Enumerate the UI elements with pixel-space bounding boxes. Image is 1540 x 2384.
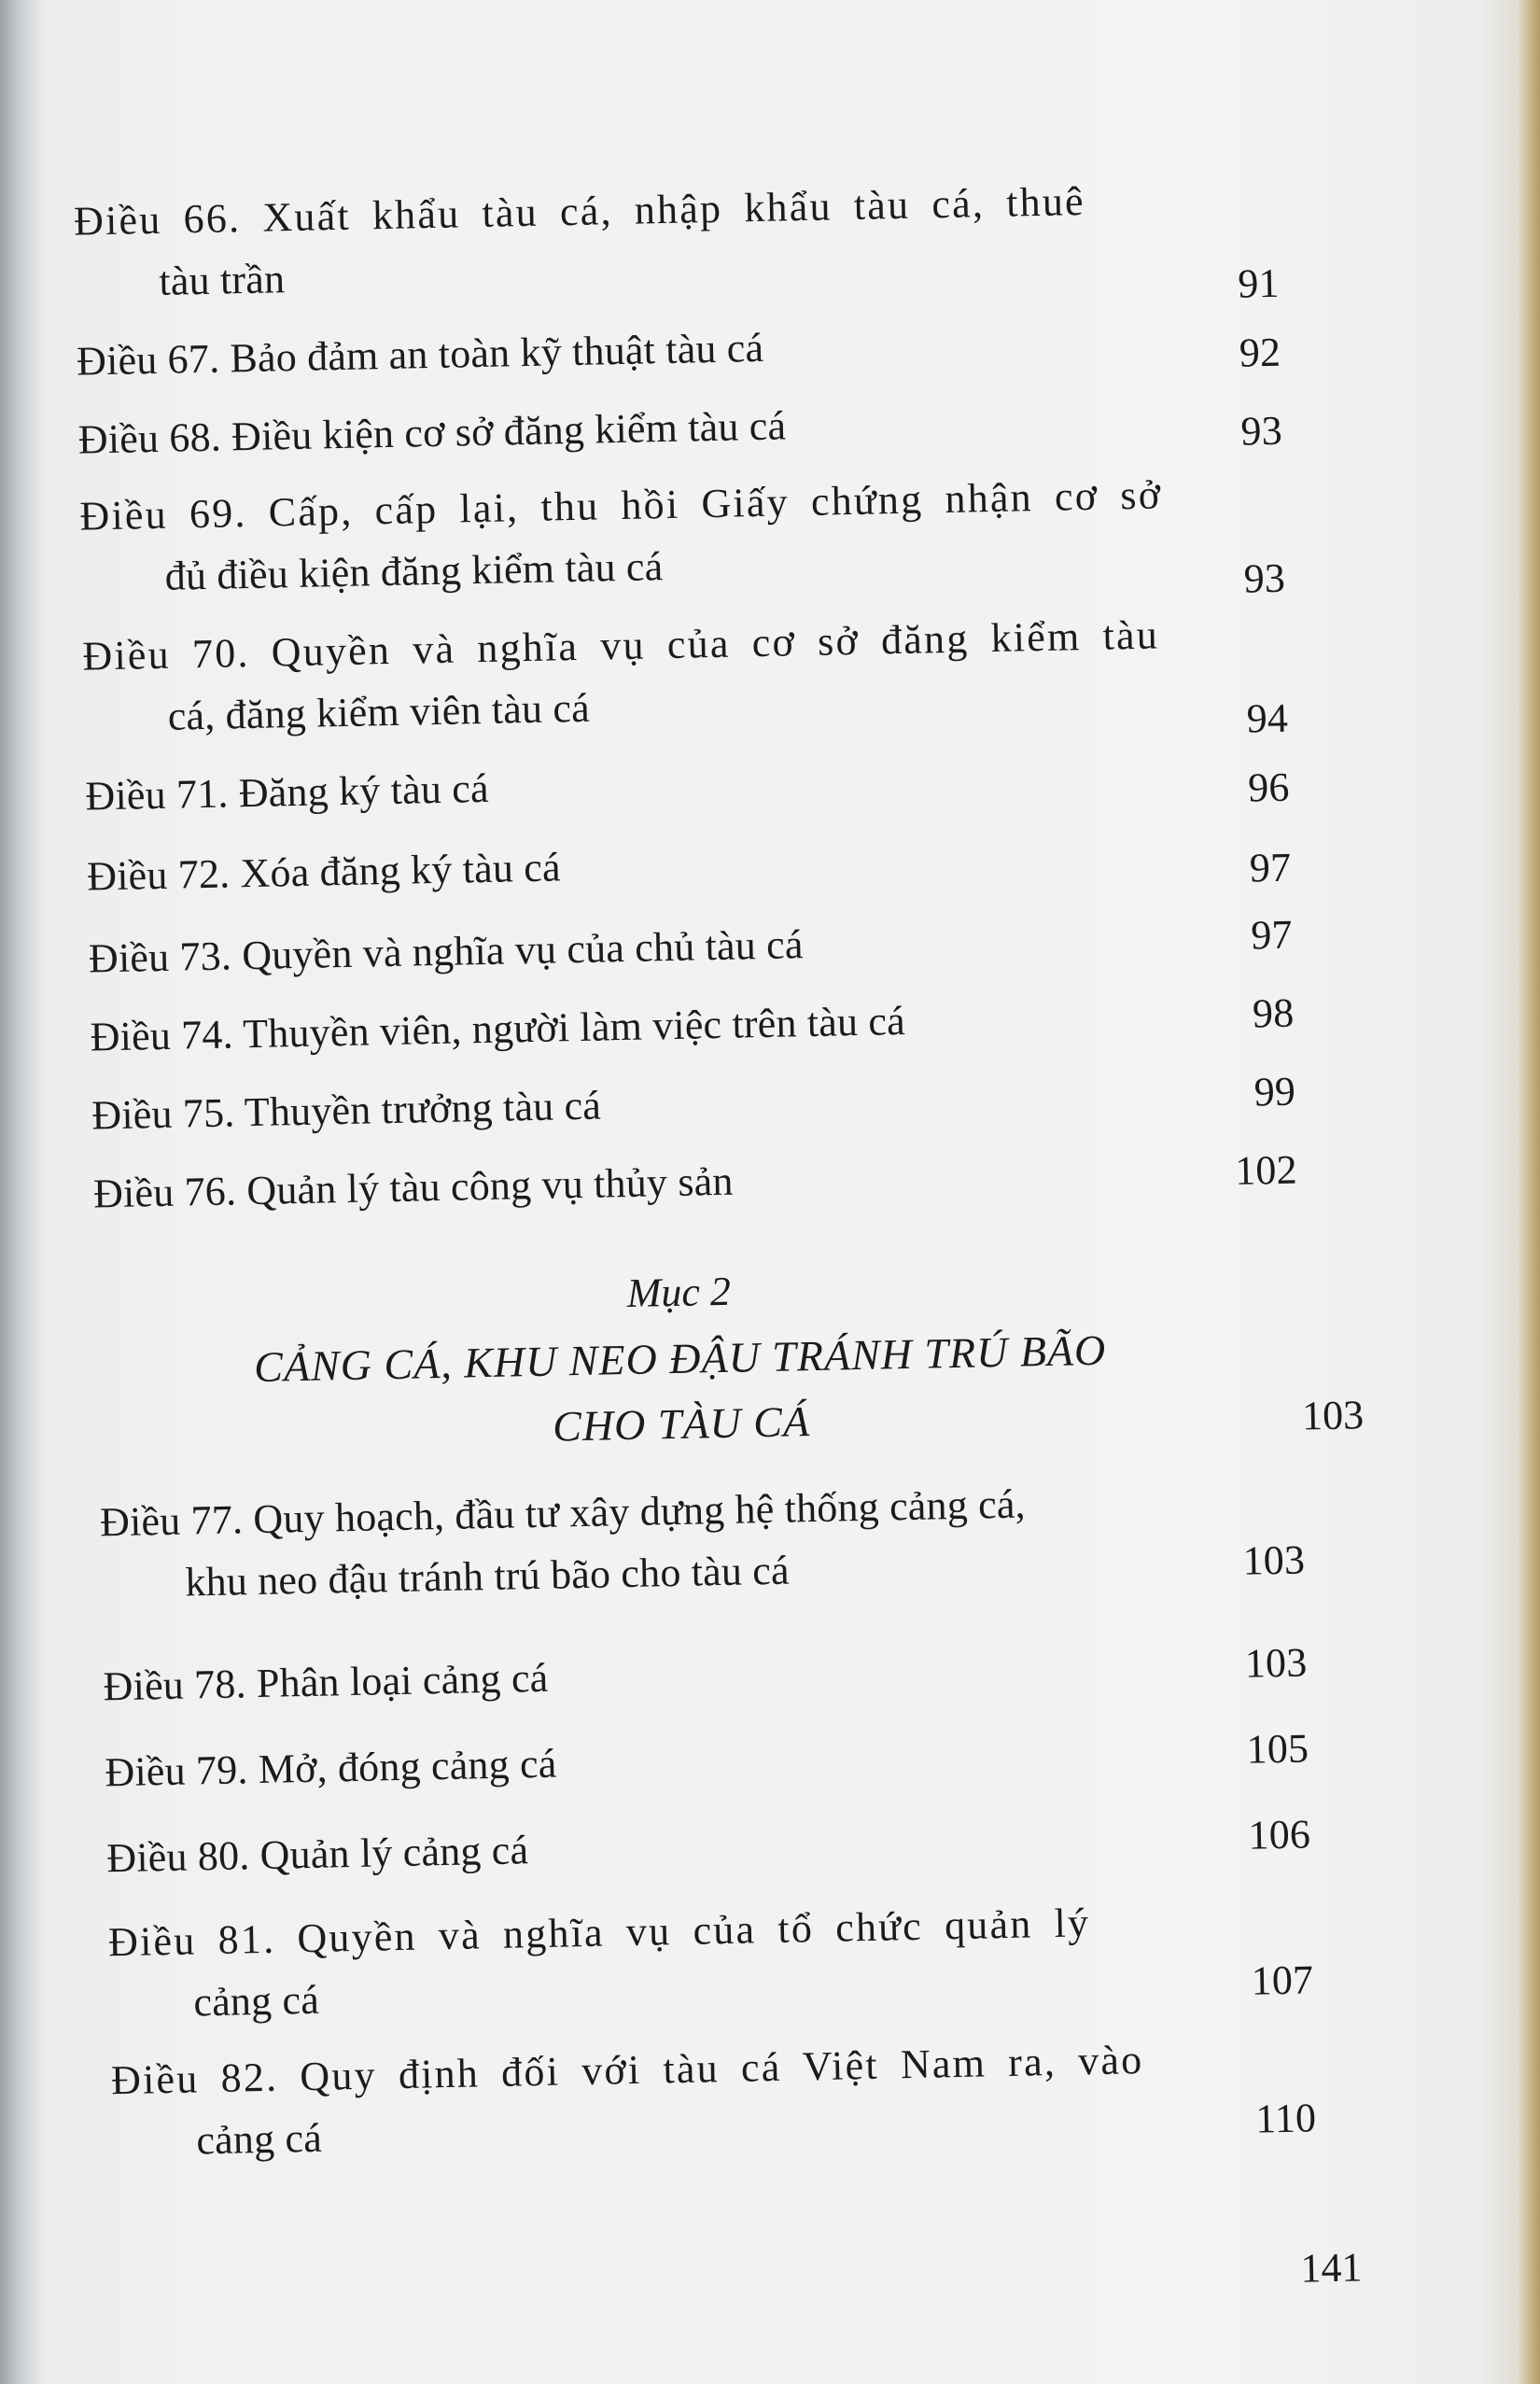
toc-entry-title: Điều 72. Xóa đăng ký tàu cá [86, 844, 562, 900]
toc-entry-67 [76, 307, 1281, 393]
toc-entry-78 [103, 1632, 1308, 1718]
toc-entry-82 [110, 2026, 1316, 2173]
toc-entry-70 [82, 602, 1288, 750]
toc-entry-page: 97 [1249, 844, 1292, 891]
section-label: Mục 2 [626, 1268, 732, 1316]
toc-entry-title-continued: đủ điều kiện đăng kiểm tàu cá [164, 543, 664, 599]
toc-entry-page: 96 [1247, 764, 1291, 811]
toc-entry-title: Điều 76. Quản lý tàu công vụ thủy sản [92, 1157, 735, 1217]
section-title: CẢNG CÁ, KHU NEO ĐẬU TRÁNH TRÚ BÃO [253, 1325, 1107, 1392]
toc-entry-page: 102 [1234, 1146, 1298, 1194]
toc-entry-page: 93 [1239, 407, 1283, 455]
toc-entry-77 [99, 1467, 1305, 1615]
toc-entry-66 [73, 167, 1279, 315]
toc-entry-page: 106 [1247, 1811, 1311, 1858]
toc-entry-title: Điều 67. Bảo đảm an toàn kỹ thuật tàu cá [76, 324, 764, 385]
toc-entry-title-continued: tàu trần [158, 256, 286, 304]
toc-entry-72 [87, 822, 1292, 908]
toc-entry-79 [105, 1718, 1309, 1803]
toc-entry-title: Điều 68. Điều kiện cơ sở đăng kiểm tàu cá [77, 402, 787, 463]
toc-entry-title: Điều 70. Quyền và nghĩa vụ của cơ sở đăng kiểm tàu [81, 611, 1160, 680]
toc-entry-page: 103 [1244, 1639, 1308, 1687]
section-title-continued: CHO TÀU CÁ [552, 1397, 811, 1451]
toc-entry-page: 91 [1237, 259, 1281, 307]
section-page: 103 [1301, 1392, 1365, 1439]
toc-entry-title: Điều 66. Xuất khẩu tàu cá, nhập khẩu tàu cá, thuê [73, 177, 1086, 245]
page-number: 141 [1299, 2244, 1363, 2292]
toc-entry-71 [85, 742, 1290, 828]
toc-entry-title: Điều 80. Quản lý cảng cá [105, 1827, 529, 1882]
toc-entry-76 [92, 1140, 1297, 1226]
toc-entry-title-continued: cảng cá [192, 1976, 320, 2026]
toc-entry-page: 99 [1253, 1068, 1296, 1115]
toc-entry-73 [88, 905, 1293, 990]
toc-entry-page: 94 [1246, 694, 1289, 742]
toc-entry-title: Điều 71. Đăng ký tàu cá [84, 764, 490, 820]
toc-entry-title: Điều 73. Quyền và nghĩa vụ của chủ tàu cá [88, 921, 805, 982]
toc-entry-68 [77, 386, 1282, 471]
toc-entry-81 [107, 1887, 1313, 2035]
toc-entry-page: 98 [1252, 989, 1295, 1037]
toc-entry-page: 92 [1239, 329, 1281, 376]
toc-entry-title: Điều 74. Thuyền viên, người làm việc trên tàu cá [90, 997, 906, 1060]
toc-entry-title: Điều 77. Quy hoạch, đầu tư xây dựng hệ thống cảng cá, [99, 1480, 1027, 1546]
toc-entry-title: Điều 78. Phân loại cảng cá [103, 1654, 549, 1710]
toc-entry-title: Điều 82. Quy định đối với tàu cá Việt Nam ra, vào [110, 2037, 1144, 2104]
toc-entry-page: 107 [1251, 1956, 1314, 2004]
toc-entry-page: 110 [1254, 2095, 1317, 2142]
toc-entry-title-continued: cảng cá [195, 2114, 323, 2164]
toc-entry-title-continued: khu neo đậu tránh trú bão cho tàu cá [184, 1547, 791, 1606]
toc-entry-75 [91, 1061, 1296, 1147]
toc-entry-page: 103 [1242, 1536, 1306, 1584]
toc-entry-page: 97 [1250, 911, 1294, 959]
toc-entry-page: 105 [1246, 1725, 1309, 1773]
toc-entry-74 [90, 983, 1295, 1069]
toc-entry-page: 93 [1243, 554, 1286, 602]
toc-entry-80 [106, 1803, 1311, 1889]
toc-entry-title: Điều 81. Quyền và nghĩa vụ của tổ chức quản lý [107, 1900, 1091, 1966]
toc-entry-title: Điều 79. Mở, đóng cảng cá [104, 1740, 557, 1796]
toc-entry-title-continued: cá, đăng kiểm viên tàu cá [167, 684, 591, 739]
toc-entry-title: Điều 69. Cấp, cấp lại, thu hồi Giấy chứng nhận cơ sở [78, 471, 1163, 540]
toc-entry-69 [79, 462, 1285, 610]
toc-entry-title: Điều 75. Thuyền trưởng tàu cá [91, 1082, 602, 1139]
